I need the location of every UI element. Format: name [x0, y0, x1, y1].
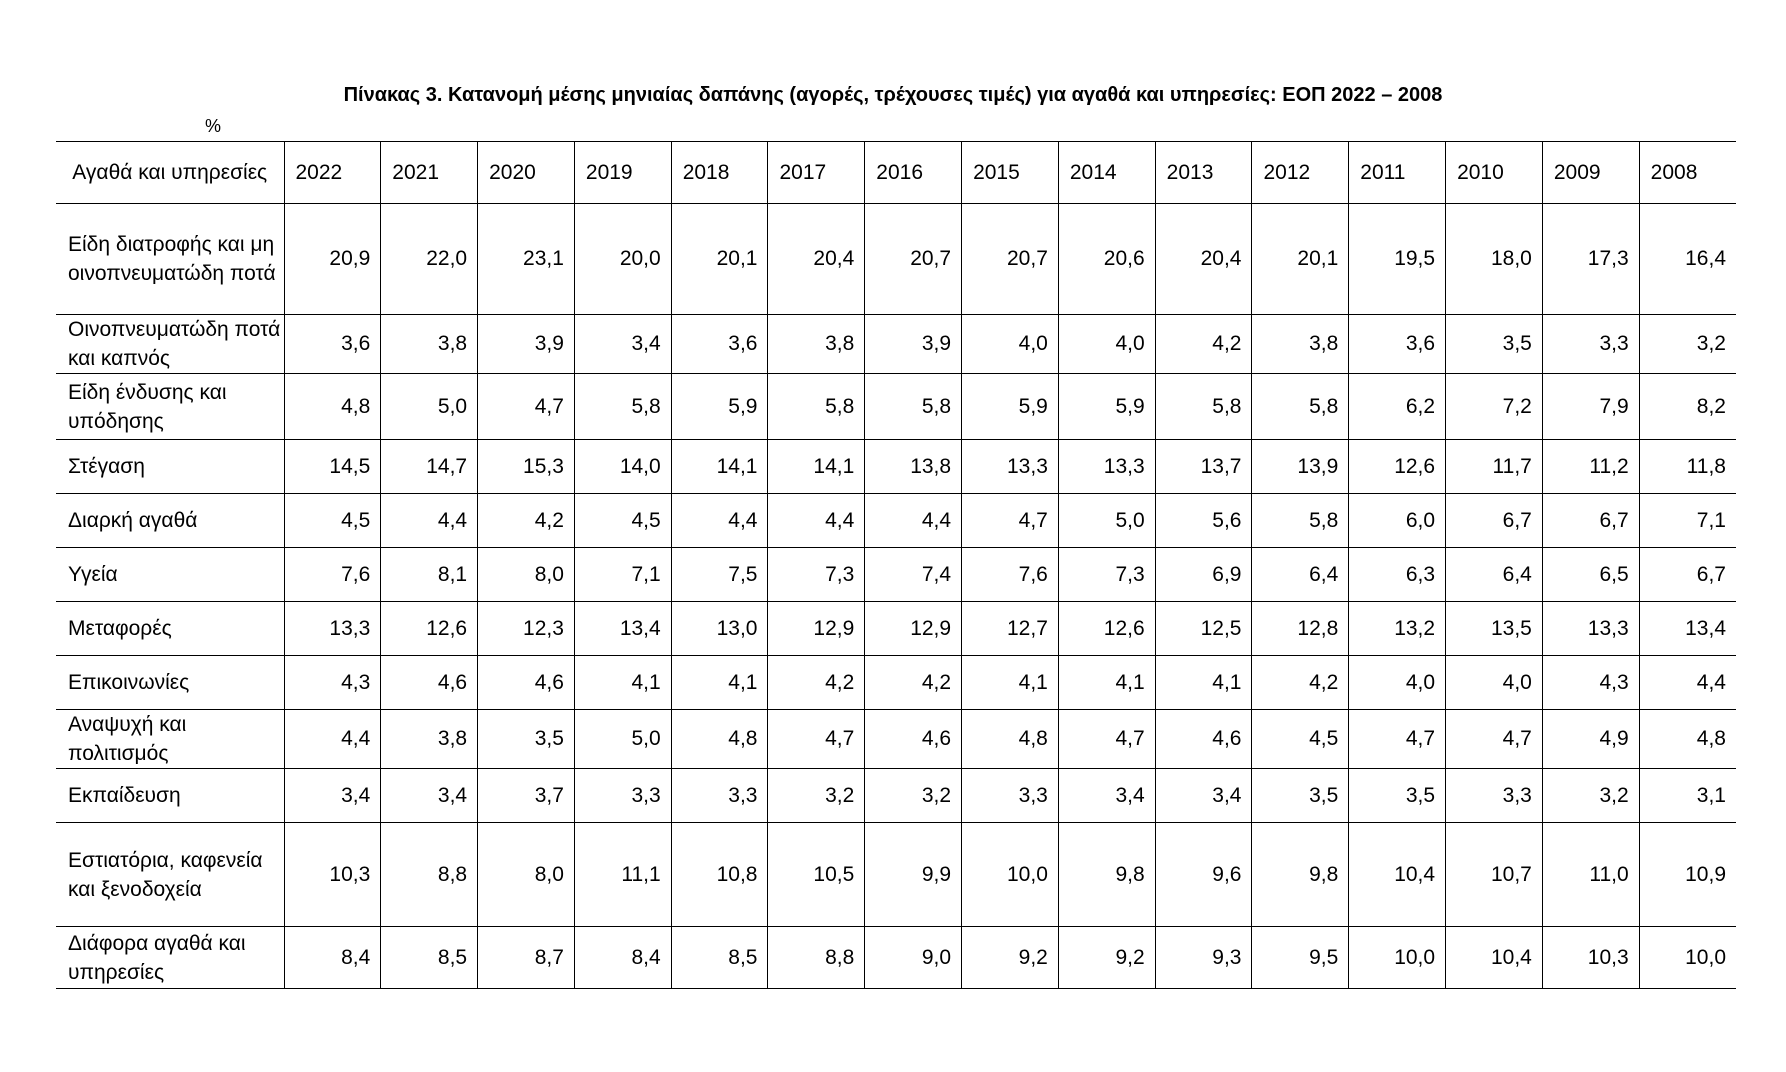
value-cell: 3,8	[768, 315, 865, 374]
value-cell: 4,0	[962, 315, 1059, 374]
value-cell: 4,1	[1058, 656, 1155, 710]
value-cell: 4,2	[1155, 315, 1252, 374]
table-row	[56, 602, 1736, 656]
value-cell: 3,3	[1446, 769, 1543, 823]
value-cell: 14,1	[671, 440, 768, 494]
value-cell: 5,6	[1155, 494, 1252, 548]
value-cell: 13,9	[1252, 440, 1349, 494]
value-cell: 10,3	[1542, 927, 1639, 989]
value-cell: 6,5	[1542, 548, 1639, 602]
value-cell: 17,3	[1542, 204, 1639, 315]
value-cell: 11,7	[1446, 440, 1543, 494]
value-cell: 8,0	[478, 548, 575, 602]
value-cell: 6,4	[1252, 548, 1349, 602]
table-row	[56, 769, 1736, 823]
value-cell: 6,0	[1349, 494, 1446, 548]
row-category-label: Μεταφορές	[56, 602, 284, 656]
table-row	[56, 374, 1736, 440]
row-category-label: Εστιατόρια, καφενεία και ξενοδοχεία	[56, 823, 284, 927]
value-cell: 6,2	[1349, 374, 1446, 440]
value-cell: 4,6	[478, 656, 575, 710]
value-cell: 13,8	[865, 440, 962, 494]
value-cell: 7,4	[865, 548, 962, 602]
value-cell: 3,3	[1542, 315, 1639, 374]
value-cell: 8,5	[381, 927, 478, 989]
row-category-label: Εκπαίδευση	[56, 769, 284, 823]
value-cell: 8,4	[284, 927, 381, 989]
value-cell: 3,4	[381, 769, 478, 823]
value-cell: 5,9	[962, 374, 1059, 440]
row-category-label: Οινοπνευματώδη ποτά και καπνός	[56, 315, 284, 374]
value-cell: 4,5	[1252, 710, 1349, 769]
value-cell: 3,1	[1639, 769, 1736, 823]
value-cell: 4,1	[574, 656, 671, 710]
year-column-header: 2015	[962, 142, 1059, 204]
value-cell: 3,4	[1058, 769, 1155, 823]
value-cell: 3,5	[1252, 769, 1349, 823]
value-cell: 4,4	[284, 710, 381, 769]
table-row	[56, 204, 1736, 315]
value-cell: 4,5	[284, 494, 381, 548]
value-cell: 7,2	[1446, 374, 1543, 440]
value-cell: 12,6	[1349, 440, 1446, 494]
year-column-header: 2016	[865, 142, 962, 204]
value-cell: 5,8	[768, 374, 865, 440]
value-cell: 5,9	[1058, 374, 1155, 440]
table-row	[56, 823, 1736, 927]
value-cell: 3,6	[1349, 315, 1446, 374]
row-category-label: Είδη διατροφής και μη οινοπνευματώδη ποτά	[56, 204, 284, 315]
value-cell: 4,7	[478, 374, 575, 440]
value-cell: 5,8	[1252, 374, 1349, 440]
value-cell: 5,8	[1155, 374, 1252, 440]
page-title: Πίνακας 3. Κατανομή μέσης μηνιαίας δαπάνης (αγορές, τρέχουσες τιμές) για αγαθά και υπηρεσίες: ΕΟΠ 2022 – 2008	[343, 84, 1443, 106]
row-category-label: Διαρκή αγαθά	[56, 494, 284, 548]
value-cell: 6,7	[1446, 494, 1543, 548]
value-cell: 10,3	[284, 823, 381, 927]
year-column-header: 2018	[671, 142, 768, 204]
value-cell: 3,4	[284, 769, 381, 823]
value-cell: 20,7	[962, 204, 1059, 315]
value-cell: 4,4	[381, 494, 478, 548]
value-cell: 9,2	[1058, 927, 1155, 989]
value-cell: 4,2	[478, 494, 575, 548]
value-cell: 10,8	[671, 823, 768, 927]
year-column-header: 2008	[1639, 142, 1736, 204]
value-cell: 4,5	[574, 494, 671, 548]
value-cell: 4,6	[1155, 710, 1252, 769]
value-cell: 11,0	[1542, 823, 1639, 927]
value-cell: 7,9	[1542, 374, 1639, 440]
value-cell: 11,1	[574, 823, 671, 927]
table-row	[56, 548, 1736, 602]
value-cell: 19,5	[1349, 204, 1446, 315]
value-cell: 14,1	[768, 440, 865, 494]
value-cell: 8,7	[478, 927, 575, 989]
table-row	[56, 656, 1736, 710]
value-cell: 13,7	[1155, 440, 1252, 494]
value-cell: 3,8	[381, 710, 478, 769]
value-cell: 3,9	[478, 315, 575, 374]
value-cell: 13,4	[574, 602, 671, 656]
value-cell: 3,7	[478, 769, 575, 823]
value-cell: 7,1	[1639, 494, 1736, 548]
row-category-label: Επικοινωνίες	[56, 656, 284, 710]
value-cell: 13,5	[1446, 602, 1543, 656]
row-category-label: Αναψυχή και πολιτισμός	[56, 710, 284, 769]
value-cell: 5,0	[1058, 494, 1155, 548]
value-cell: 20,7	[865, 204, 962, 315]
year-column-header: 2010	[1446, 142, 1543, 204]
value-cell: 6,7	[1639, 548, 1736, 602]
value-cell: 20,4	[768, 204, 865, 315]
value-cell: 4,2	[865, 656, 962, 710]
value-cell: 6,7	[1542, 494, 1639, 548]
value-cell: 5,0	[574, 710, 671, 769]
value-cell: 14,7	[381, 440, 478, 494]
value-cell: 9,9	[865, 823, 962, 927]
value-cell: 6,3	[1349, 548, 1446, 602]
value-cell: 8,8	[381, 823, 478, 927]
value-cell: 9,8	[1252, 823, 1349, 927]
value-cell: 6,9	[1155, 548, 1252, 602]
value-cell: 20,4	[1155, 204, 1252, 315]
year-column-header: 2009	[1542, 142, 1639, 204]
value-cell: 7,3	[768, 548, 865, 602]
value-cell: 13,3	[1542, 602, 1639, 656]
value-cell: 3,2	[1639, 315, 1736, 374]
value-cell: 4,0	[1349, 656, 1446, 710]
value-cell: 13,0	[671, 602, 768, 656]
value-cell: 15,3	[478, 440, 575, 494]
value-cell: 7,5	[671, 548, 768, 602]
value-cell: 13,2	[1349, 602, 1446, 656]
value-cell: 3,8	[381, 315, 478, 374]
value-cell: 4,9	[1542, 710, 1639, 769]
value-cell: 8,2	[1639, 374, 1736, 440]
row-category-label: Στέγαση	[56, 440, 284, 494]
value-cell: 13,3	[1058, 440, 1155, 494]
value-cell: 3,2	[1542, 769, 1639, 823]
value-cell: 10,0	[1349, 927, 1446, 989]
value-cell: 3,4	[574, 315, 671, 374]
table-row	[56, 494, 1736, 548]
value-cell: 7,1	[574, 548, 671, 602]
value-cell: 3,2	[768, 769, 865, 823]
value-cell: 4,3	[1542, 656, 1639, 710]
value-cell: 4,0	[1058, 315, 1155, 374]
value-cell: 4,2	[768, 656, 865, 710]
value-cell: 9,2	[962, 927, 1059, 989]
row-category-label: Διάφορα αγαθά και υπηρεσίες	[56, 927, 284, 989]
value-cell: 4,8	[671, 710, 768, 769]
value-cell: 8,4	[574, 927, 671, 989]
value-cell: 4,1	[962, 656, 1059, 710]
value-cell: 12,7	[962, 602, 1059, 656]
value-cell: 3,5	[1446, 315, 1543, 374]
value-cell: 12,9	[768, 602, 865, 656]
value-cell: 9,6	[1155, 823, 1252, 927]
year-column-header: 2020	[478, 142, 575, 204]
value-cell: 23,1	[478, 204, 575, 315]
table-row	[56, 710, 1736, 769]
value-cell: 4,8	[284, 374, 381, 440]
value-cell: 20,1	[671, 204, 768, 315]
value-cell: 3,4	[1155, 769, 1252, 823]
value-cell: 9,0	[865, 927, 962, 989]
value-cell: 3,9	[865, 315, 962, 374]
value-cell: 13,4	[1639, 602, 1736, 656]
value-cell: 12,8	[1252, 602, 1349, 656]
value-cell: 3,3	[671, 769, 768, 823]
value-cell: 3,3	[574, 769, 671, 823]
year-column-header: 2019	[574, 142, 671, 204]
value-cell: 14,5	[284, 440, 381, 494]
value-cell: 4,8	[1639, 710, 1736, 769]
value-cell: 6,4	[1446, 548, 1543, 602]
year-column-header: 2013	[1155, 142, 1252, 204]
expenditure-table	[56, 141, 1736, 989]
row-category-label: Είδη ένδυσης και υπόδησης	[56, 374, 284, 440]
value-cell: 11,8	[1639, 440, 1736, 494]
value-cell: 3,8	[1252, 315, 1349, 374]
row-category-label: Υγεία	[56, 548, 284, 602]
value-cell: 3,2	[865, 769, 962, 823]
value-cell: 8,0	[478, 823, 575, 927]
value-cell: 7,6	[962, 548, 1059, 602]
table-row	[56, 440, 1736, 494]
value-cell: 7,3	[1058, 548, 1155, 602]
value-cell: 8,5	[671, 927, 768, 989]
value-cell: 5,8	[1252, 494, 1349, 548]
value-cell: 3,3	[962, 769, 1059, 823]
value-cell: 4,0	[1446, 656, 1543, 710]
value-cell: 4,7	[1446, 710, 1543, 769]
value-cell: 3,5	[478, 710, 575, 769]
value-cell: 5,8	[574, 374, 671, 440]
value-cell: 5,9	[671, 374, 768, 440]
table-body	[56, 204, 1736, 989]
value-cell: 3,5	[1349, 769, 1446, 823]
value-cell: 4,7	[768, 710, 865, 769]
value-cell: 10,0	[1639, 927, 1736, 989]
value-cell: 20,0	[574, 204, 671, 315]
value-cell: 12,6	[381, 602, 478, 656]
value-cell: 12,5	[1155, 602, 1252, 656]
value-cell: 20,9	[284, 204, 381, 315]
value-cell: 4,4	[865, 494, 962, 548]
value-cell: 4,4	[671, 494, 768, 548]
value-cell: 4,6	[381, 656, 478, 710]
value-cell: 10,5	[768, 823, 865, 927]
value-cell: 14,0	[574, 440, 671, 494]
value-cell: 4,4	[1639, 656, 1736, 710]
value-cell: 10,9	[1639, 823, 1736, 927]
value-cell: 4,7	[1058, 710, 1155, 769]
unit-label: %	[205, 116, 222, 136]
value-cell: 3,6	[284, 315, 381, 374]
value-cell: 4,3	[284, 656, 381, 710]
value-cell: 10,7	[1446, 823, 1543, 927]
value-cell: 10,4	[1446, 927, 1543, 989]
value-cell: 4,2	[1252, 656, 1349, 710]
value-cell: 4,7	[1349, 710, 1446, 769]
value-cell: 8,1	[381, 548, 478, 602]
value-cell: 4,6	[865, 710, 962, 769]
category-column-header: Αγαθά και υπηρεσίες	[56, 142, 284, 204]
value-cell: 4,1	[671, 656, 768, 710]
year-column-header: 2021	[381, 142, 478, 204]
value-cell: 20,1	[1252, 204, 1349, 315]
value-cell: 9,8	[1058, 823, 1155, 927]
value-cell: 12,6	[1058, 602, 1155, 656]
value-cell: 4,4	[768, 494, 865, 548]
value-cell: 10,0	[962, 823, 1059, 927]
value-cell: 12,3	[478, 602, 575, 656]
year-column-header: 2022	[284, 142, 381, 204]
year-column-header: 2014	[1058, 142, 1155, 204]
value-cell: 22,0	[381, 204, 478, 315]
table-header-row	[56, 142, 1736, 204]
value-cell: 8,8	[768, 927, 865, 989]
value-cell: 10,4	[1349, 823, 1446, 927]
value-cell: 5,8	[865, 374, 962, 440]
table-row	[56, 927, 1736, 989]
value-cell: 9,3	[1155, 927, 1252, 989]
value-cell: 13,3	[284, 602, 381, 656]
year-column-header: 2011	[1349, 142, 1446, 204]
value-cell: 4,8	[962, 710, 1059, 769]
year-column-header: 2012	[1252, 142, 1349, 204]
value-cell: 3,6	[671, 315, 768, 374]
table-row	[56, 315, 1736, 374]
value-cell: 16,4	[1639, 204, 1736, 315]
value-cell: 20,6	[1058, 204, 1155, 315]
value-cell: 12,9	[865, 602, 962, 656]
value-cell: 11,2	[1542, 440, 1639, 494]
value-cell: 4,1	[1155, 656, 1252, 710]
year-column-header: 2017	[768, 142, 865, 204]
value-cell: 13,3	[962, 440, 1059, 494]
value-cell: 9,5	[1252, 927, 1349, 989]
value-cell: 4,7	[962, 494, 1059, 548]
value-cell: 5,0	[381, 374, 478, 440]
value-cell: 18,0	[1446, 204, 1543, 315]
value-cell: 7,6	[284, 548, 381, 602]
